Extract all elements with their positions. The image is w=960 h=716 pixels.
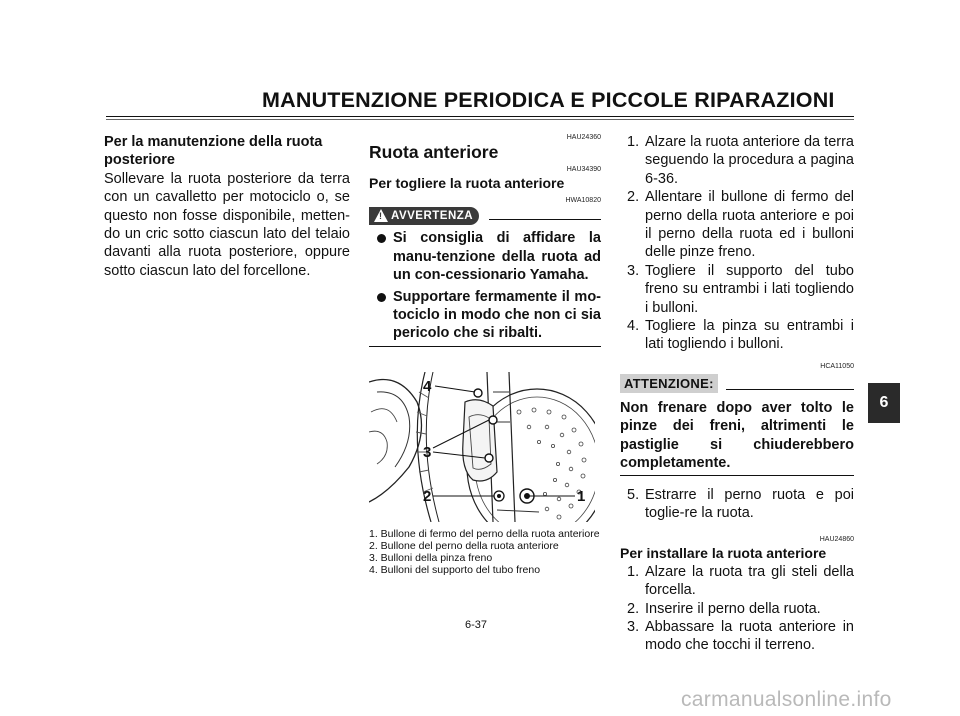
ref-code: HWA10820 (565, 197, 601, 205)
caption-item: 4. Bulloni del supporto del tubo freno (369, 564, 541, 577)
step-item: 1. Alzare la ruota tra gli steli della forcella. (627, 563, 854, 599)
caution-header (620, 374, 854, 393)
front-wheel-illustration (369, 372, 595, 522)
warning-badge (369, 207, 479, 225)
column-rear-wheel (104, 133, 350, 280)
step-item: 3. Abbassare la ruota anteriore in modo che tocchi il terreno. (627, 618, 854, 654)
caution-end-rule (620, 475, 854, 476)
caption-item: 2. Bullone del perno della ruota anteriore (369, 540, 559, 553)
step-item: 2. Inserire il perno della ruota. (627, 600, 821, 617)
caution-rule (726, 389, 854, 390)
warning-label: AVVERTENZA (391, 210, 474, 223)
step-item: 5. Estrarre il perno ruota e poi toglie-re la ruota. (627, 486, 854, 521)
warning-rule (489, 219, 601, 220)
warning-item: Supportare fermamente il mo-tociclo in modo che non ci sia pericolo che si ribalti. (369, 288, 601, 343)
ref-code: HAU24360 (566, 134, 601, 141)
column-front-wheel (369, 133, 601, 577)
ref-code: HAU24860 (819, 536, 854, 544)
rear-wheel-heading: Per la manutenzione della ruota posteriore (104, 134, 323, 169)
bullet-icon (377, 293, 386, 302)
step-item: 3. Togliere il supporto del tubo freno su entrambi i lati togliendo i bulloni. (627, 262, 854, 316)
watermark[interactable]: carmanualsonline.info (681, 688, 892, 711)
warning-item: Si consiglia di affidare la manu-tenzione della ruota ad un con-cessionario Yamaha. (369, 229, 601, 284)
warning-list (369, 229, 601, 342)
sub-title-install: Per installare la ruota anteriore (620, 545, 827, 562)
step-item: 1. Alzare la ruota anteriore da terra seguendo la procedura a pagina 6-36. (627, 134, 854, 187)
callout-4: 4 (423, 377, 432, 395)
callout-2: 2 (423, 487, 432, 505)
ref-code: HCA11050 (820, 362, 854, 370)
header-rule-thin (106, 119, 854, 120)
warning-end-rule (369, 346, 601, 347)
column-procedure (620, 133, 854, 655)
callout-1: 1 (577, 487, 586, 505)
rear-wheel-body: Sollevare la ruota posteriore da terra con un cavalletto per motociclo o, se questo non fosse disponibile, metten-do un cric sotto ciascun lato del telaio davanti alla ruota posteriore, oppure sotto ciascun lato del forcellone. (104, 170, 350, 279)
caution-badge: ATTENZIONE: (620, 374, 718, 393)
remove-step-5 (620, 486, 854, 523)
caution-text: Non frenare dopo aver tolto le pinze dei freni, altrimenti le pastiglie si chiuderebbero completamente. (620, 399, 854, 472)
sub-title-remove: Per togliere la ruota anteriore (369, 175, 565, 191)
bullet-icon (377, 234, 386, 243)
caption-item: 1. Bullone di fermo del perno della ruota anteriore (369, 527, 600, 540)
ref-code: HAU34390 (566, 166, 601, 173)
remove-steps (620, 133, 854, 354)
install-steps (620, 563, 854, 655)
header-rule (106, 116, 854, 117)
section-title: Ruota anteriore (369, 142, 499, 162)
step-item: 2. Allentare il bullone di fermo del perno della ruota anteriore e poi il perno della ruota ed i bulloni delle pinze freno. (627, 189, 854, 261)
callout-3: 3 (423, 443, 432, 461)
step-item: 4. Togliere la pinza su entrambi i lati togliendo i bulloni. (627, 318, 854, 353)
chapter-tab[interactable]: 6 (868, 383, 900, 423)
page-number: 6-37 (465, 619, 488, 631)
exclamation-icon: ! (379, 211, 383, 222)
page-header-title: MANUTENZIONE PERIODICA E PICCOLE RIPARAZIONI (262, 88, 835, 112)
warning-header (369, 207, 601, 225)
front-wheel-figure (369, 372, 595, 522)
caption-item: 3. Bulloni della pinza freno (369, 552, 493, 565)
figure-caption (369, 528, 601, 577)
